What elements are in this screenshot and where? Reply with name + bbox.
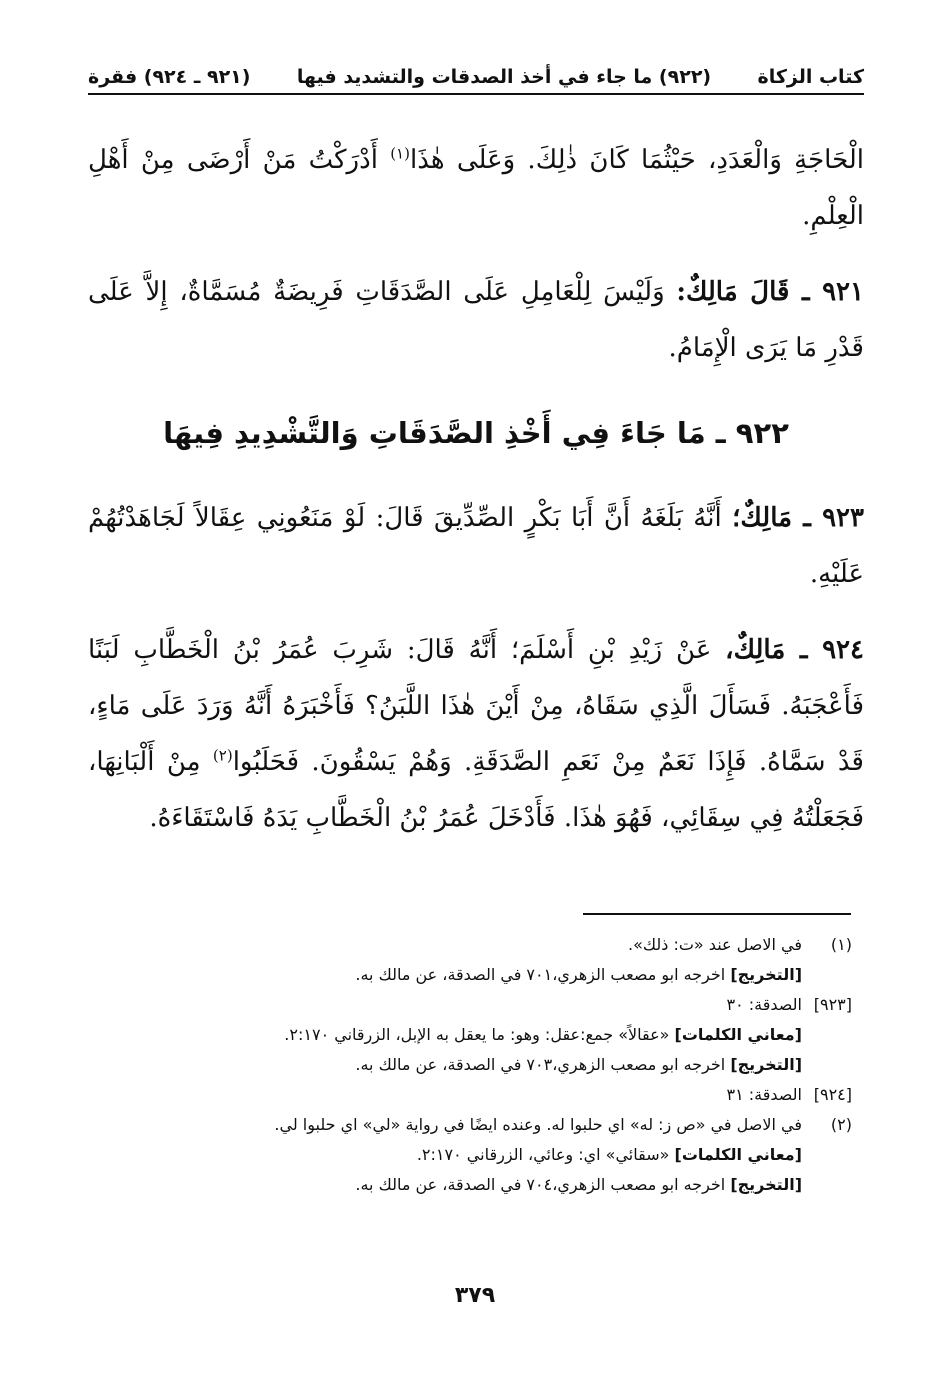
paragraph-text: أَنَّهُ بَلَغَهُ أَنَّ أَبَا بَكْرٍ الصِّدِّيقَ قَالَ: لَوْ مَنَعُونِي عِقَالاً لَجَاهَدْتُهُمْ عَلَيْهِ. (88, 503, 864, 589)
meanings-tag: [معاني الكلمات] (674, 1025, 802, 1044)
paragraph-text: الْحَاجَةِ وَالْعَدَدِ، حَيْثُمَا كَانَ ذٰلِكَ. وَعَلَى هٰذَا (409, 145, 864, 175)
running-header (88, 44, 864, 88)
header-chapter-title: (٩٢٢) ما جاء في أخذ الصدقات والتشديد فيها (296, 66, 712, 88)
takhrij-text: اخرجه ابو مصعب الزهري،٧٠١ في الصدقة، عن مالك به. (355, 965, 731, 984)
reference-924 (100, 1080, 852, 1110)
header-book-title: كتاب الزكاة (757, 66, 864, 88)
meanings-text: «عقالاً» جمع:عقل: وهو: ما يعقل به الإبل، الزرقاني ٢:١٧٠. (284, 1025, 675, 1044)
paragraph-number-924: ٩٢٤ ـ مَالِكٌ، (725, 635, 864, 665)
paragraph-924 (88, 622, 864, 846)
paragraph-921 (88, 264, 864, 376)
header-divider (88, 93, 864, 95)
takhrij-tag: [التخريج] (730, 1175, 802, 1194)
takhrij-tag: [التخريج] (730, 965, 802, 984)
reference-text: الصدقة: ٣٠ (726, 995, 802, 1014)
paragraph-923 (88, 490, 864, 602)
page-number: ٣٧٩ (454, 1283, 496, 1308)
paragraph-text-tail: أَدْرَكْتُ مَنْ أَرْضَى مِنْ أَهْلِ الْعِلْمِ. (88, 145, 864, 231)
footnote-text: في الاصل عند «ت: ذلك». (628, 935, 802, 954)
reference-923 (100, 990, 852, 1020)
takhrij-text: اخرجه ابو مصعب الزهري،٧٠٣ في الصدقة، عن مالك به. (355, 1055, 731, 1074)
takhrij-text: اخرجه ابو مصعب الزهري،٧٠٤ في الصدقة، عن مالك به. (355, 1175, 731, 1194)
paragraph-text: وَلَيْسَ لِلْعَامِلِ عَلَى الصَّدَقَاتِ فَرِيضَةٌ مُسَمَّاةٌ، إِلاَّ عَلَى قَدْرِ مَا يَرَى الْإِمَامُ. (88, 277, 864, 363)
footnotes-section (100, 930, 852, 1200)
reference-number: [٩٢٤] (813, 1085, 852, 1104)
chapter-heading: ٩٢٢ ـ مَا جَاءَ فِي أَخْذِ الصَّدَقَاتِ وَالتَّشْدِيدِ فِيهَا (163, 416, 789, 450)
footnote-marker-1[interactable]: (١) (390, 144, 410, 163)
header-paragraph-range: (٩٢١ ـ ٩٢٤) فقرة (88, 66, 251, 88)
reference-number: [٩٢٣] (813, 995, 852, 1014)
footnote-source-line (100, 1050, 852, 1080)
paragraph-number-921: ٩٢١ ـ قَالَ مَالِكٌ: (676, 277, 864, 307)
meanings-text: «سقائي» اي: وعائي، الزرقاني ٢:١٧٠. (416, 1145, 675, 1164)
word-meaning-line (100, 1020, 852, 1050)
footnote-marker-2[interactable]: (٢) (212, 746, 233, 765)
footnote-divider (583, 913, 851, 915)
paragraph-text-tail: مِنْ أَلْبَانِهَا، فَجَعَلْتُهُ فِي سِقَائِي، فَهُوَ هٰذَا. فَأَدْخَلَ عُمَرُ بْنُ الْخَطَّابِ يَدَهُ فَاسْتَقَاءَهُ. (88, 747, 864, 833)
footnote-text: في الاصل في «ص ز: له» اي حلبوا له. وعنده ايضًا في رواية «لي» اي حلبوا لي. (274, 1115, 802, 1134)
paragraph-text: عَنْ زَيْدِ بْنِ أَسْلَمَ؛ أَنَّهُ قَالَ: شَرِبَ عُمَرُ بْنُ الْخَطَّابِ لَبَنًا فَأَعْجَبَهُ. فَسَأَلَ الَّذِي سَقَاهُ، مِنْ أَيْنَ هٰذَا اللَّبَنُ؟ فَأَخْبَرَهُ أَنَّهُ وَرَدَ عَلَى مَاءٍ، قَدْ سَمَّاهُ. فَإِذَا نَعَمٌ مِنْ نَعَمِ الصَّدَقَةِ. وَهُمْ يَسْقُونَ. فَحَلَبُوا (88, 635, 864, 777)
word-meaning-line (100, 1140, 852, 1170)
takhrij-tag: [التخريج] (730, 1055, 802, 1074)
paragraph-number-923: ٩٢٣ ـ مَالِكٌ؛ (732, 503, 864, 533)
footnote-number: (٢) (830, 1115, 852, 1134)
footnote-source-line (100, 960, 852, 990)
meanings-tag: [معاني الكلمات] (674, 1145, 802, 1164)
footnote-2 (100, 1110, 852, 1140)
footnote-1 (100, 930, 852, 960)
footnote-source-line (100, 1170, 852, 1200)
paragraph-continuation (88, 132, 864, 244)
footnote-number: (١) (830, 935, 852, 954)
reference-text: الصدقة: ٣١ (726, 1085, 802, 1104)
